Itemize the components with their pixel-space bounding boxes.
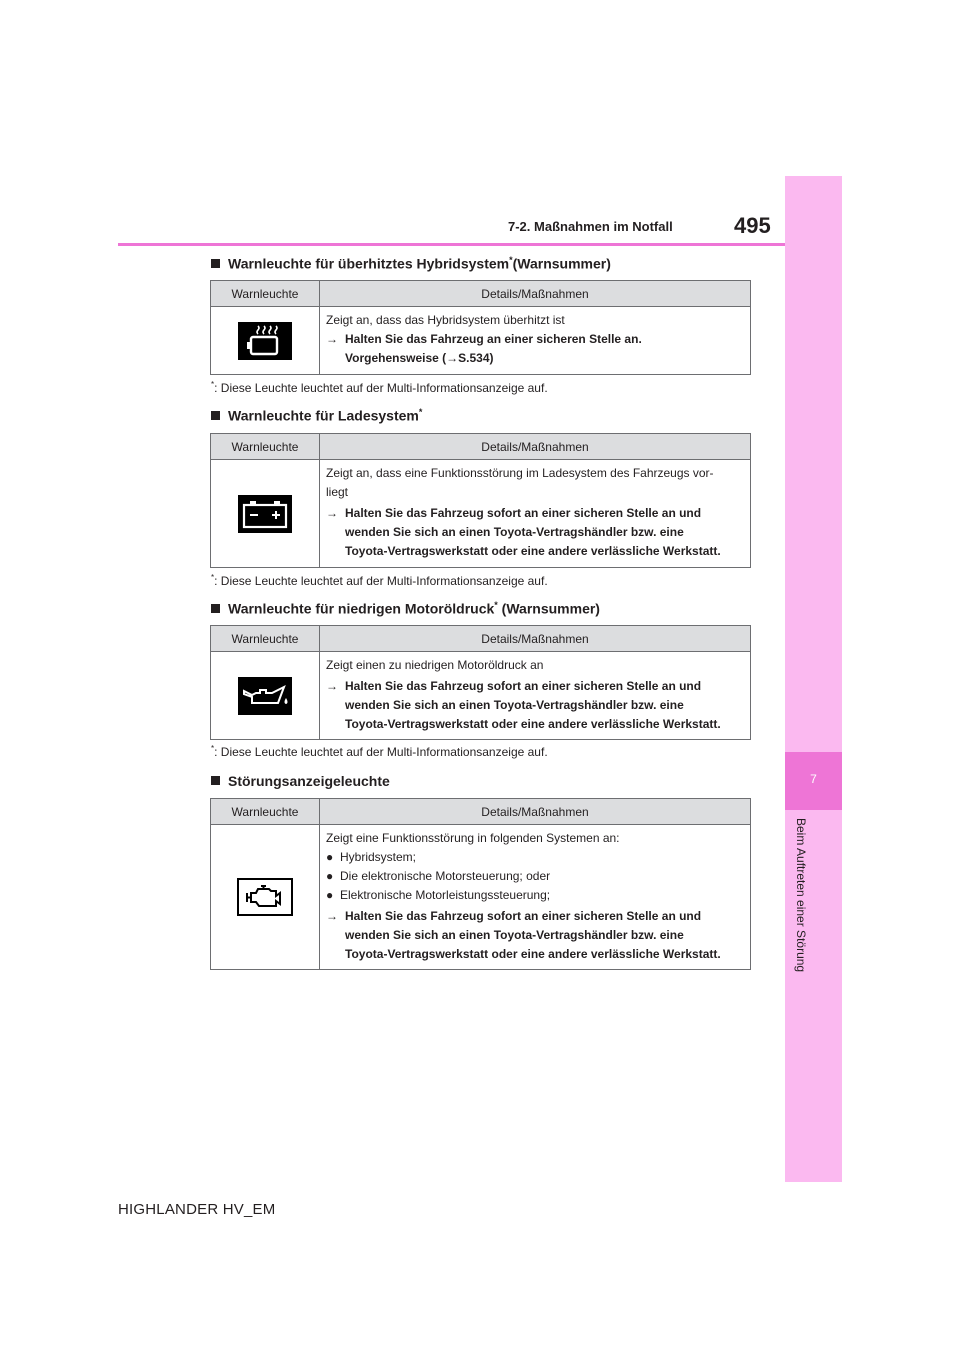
details-cell — [320, 460, 751, 568]
asterisk-mark: * — [494, 600, 498, 610]
action-line: Halten Sie das Fahrzeug sofort an einer sicheren Stelle an und — [345, 679, 702, 693]
bullet-icon: ● — [326, 869, 334, 883]
footnote-text: : Diese Leuchte leuchtet auf der Multi-Informationsanzeige auf. — [214, 574, 548, 588]
action-line: wenden Sie sich an einen Toyota-Vertragshändler bzw. eine — [345, 928, 684, 942]
details-cell — [320, 652, 751, 740]
footnote — [211, 744, 548, 759]
action-line: Toyota-Vertragswerkstatt oder eine andere verlässliche Werkstatt. — [345, 947, 721, 961]
footnote — [211, 573, 548, 588]
column-header-warnleuchte: Warnleuchte — [211, 434, 320, 460]
section-heading-charging-system — [211, 407, 422, 424]
description-text: Zeigt eine Funktionsstörung in folgenden Systemen an: — [326, 831, 620, 845]
section-heading-malfunction — [211, 773, 390, 789]
list-item-text: Hybridsystem; — [340, 850, 417, 864]
asterisk-mark: * — [211, 744, 215, 753]
heading-suffix: (Warnsummer) — [497, 600, 600, 617]
description-text: Zeigt an, dass eine Funktionsstörung im Ladesystem des Fahrzeugs vor- — [326, 466, 714, 480]
heading-text: Warnleuchte für überhitztes Hybridsystem — [228, 255, 510, 272]
column-header-warnleuchte: Warnleuchte — [211, 281, 320, 307]
footnote-text: : Diese Leuchte leuchtet auf der Multi-Informationsanzeige auf. — [214, 745, 548, 759]
icon-cell — [211, 825, 320, 970]
heading-text: Warnleuchte für niedrigen Motoröldruck — [228, 600, 495, 617]
section-heading-oil-pressure — [211, 600, 600, 617]
action-line: Toyota-Vertragswerkstatt oder eine andere verlässliche Werkstatt. — [345, 544, 721, 558]
description-text: Zeigt an, dass das Hybridsystem überhitzt ist — [326, 313, 565, 327]
section-header: 7-2. Maßnahmen im Notfall — [508, 219, 673, 234]
column-header-warnleuchte: Warnleuchte — [211, 799, 320, 825]
arrow-icon: → — [326, 506, 338, 520]
model-footer: HIGHLANDER HV_EM — [118, 1201, 276, 1218]
arrow-icon: → — [326, 332, 338, 346]
description-text: Zeigt einen zu niedrigen Motoröldruck an — [326, 658, 544, 672]
column-header-details: Details/Maßnahmen — [320, 281, 751, 307]
action-line: wenden Sie sich an einen Toyota-Vertragshändler bzw. eine — [345, 698, 684, 712]
arrow-icon: → — [326, 909, 338, 923]
arrow-icon: → — [326, 679, 338, 693]
reference-arrow-icon: → — [446, 351, 459, 365]
warning-table-malfunction — [210, 798, 751, 970]
square-bullet-icon — [211, 411, 220, 420]
bullet-icon: ● — [326, 850, 334, 864]
section-heading-hybrid-overheat — [211, 255, 611, 272]
details-cell — [320, 307, 751, 375]
icon-cell — [211, 652, 320, 740]
list-item — [326, 886, 746, 905]
chapter-title: Beim Auftreten einer Störung — [794, 818, 808, 973]
action-line: Halten Sie das Fahrzeug an einer sicheren Stelle an. — [345, 332, 642, 346]
charging-system-battery-icon — [238, 495, 292, 533]
column-header-details: Details/Maßnahmen — [320, 626, 751, 652]
action-line: Halten Sie das Fahrzeug sofort an einer sicheren Stelle an und — [345, 909, 702, 923]
asterisk-mark: * — [211, 573, 215, 582]
footnote-text: : Diese Leuchte leuchtet auf der Multi-Informationsanzeige auf. — [214, 381, 548, 395]
details-cell — [320, 825, 751, 970]
asterisk-mark: * — [211, 380, 215, 389]
column-header-details: Details/Maßnahmen — [320, 799, 751, 825]
icon-cell — [211, 307, 320, 375]
description-text: liegt — [326, 485, 349, 499]
action-block — [326, 330, 746, 368]
header-rule — [118, 243, 785, 246]
asterisk-mark: * — [418, 407, 423, 417]
footnote — [211, 380, 548, 395]
heading-text: Warnleuchte für Ladesystem — [228, 407, 419, 424]
action-line: Vorgehensweise ( — [345, 351, 447, 365]
action-line: Toyota-Vertragswerkstatt oder eine andere verlässliche Werkstatt. — [345, 717, 721, 731]
action-block — [326, 504, 746, 561]
list-item-text: Die elektronische Motorsteuerung; oder — [340, 869, 551, 883]
icon-cell — [211, 460, 320, 568]
page-reference-link[interactable]: S.534) — [458, 351, 494, 365]
hybrid-system-overheat-icon — [238, 322, 292, 360]
action-line: wenden Sie sich an einen Toyota-Vertragshändler bzw. eine — [345, 525, 684, 539]
sidebar-bar — [785, 176, 842, 1182]
heading-suffix: (Warnsummer) — [512, 255, 611, 272]
column-header-details: Details/Maßnahmen — [320, 434, 751, 460]
chapter-number: 7 — [810, 772, 817, 786]
square-bullet-icon — [211, 604, 220, 613]
action-block — [326, 907, 746, 964]
square-bullet-icon — [211, 776, 220, 785]
column-header-warnleuchte: Warnleuchte — [211, 626, 320, 652]
square-bullet-icon — [211, 259, 220, 268]
heading-text: Störungsanzeigeleuchte — [228, 773, 390, 789]
list-item-text: Elektronische Motorleistungssteuerung; — [340, 888, 551, 902]
oil-pressure-icon — [238, 677, 292, 715]
list-item — [326, 848, 746, 867]
page-number: 495 — [734, 213, 771, 238]
warning-table-charging-system — [210, 433, 751, 568]
check-engine-icon — [237, 878, 293, 916]
warning-table-oil-pressure — [210, 625, 751, 740]
action-block — [326, 677, 746, 734]
bullet-icon: ● — [326, 888, 334, 902]
list-item — [326, 867, 746, 886]
asterisk-mark: * — [509, 255, 513, 265]
action-line: Halten Sie das Fahrzeug sofort an einer sicheren Stelle an und — [345, 506, 702, 520]
warning-table-hybrid-overheat — [210, 280, 751, 375]
